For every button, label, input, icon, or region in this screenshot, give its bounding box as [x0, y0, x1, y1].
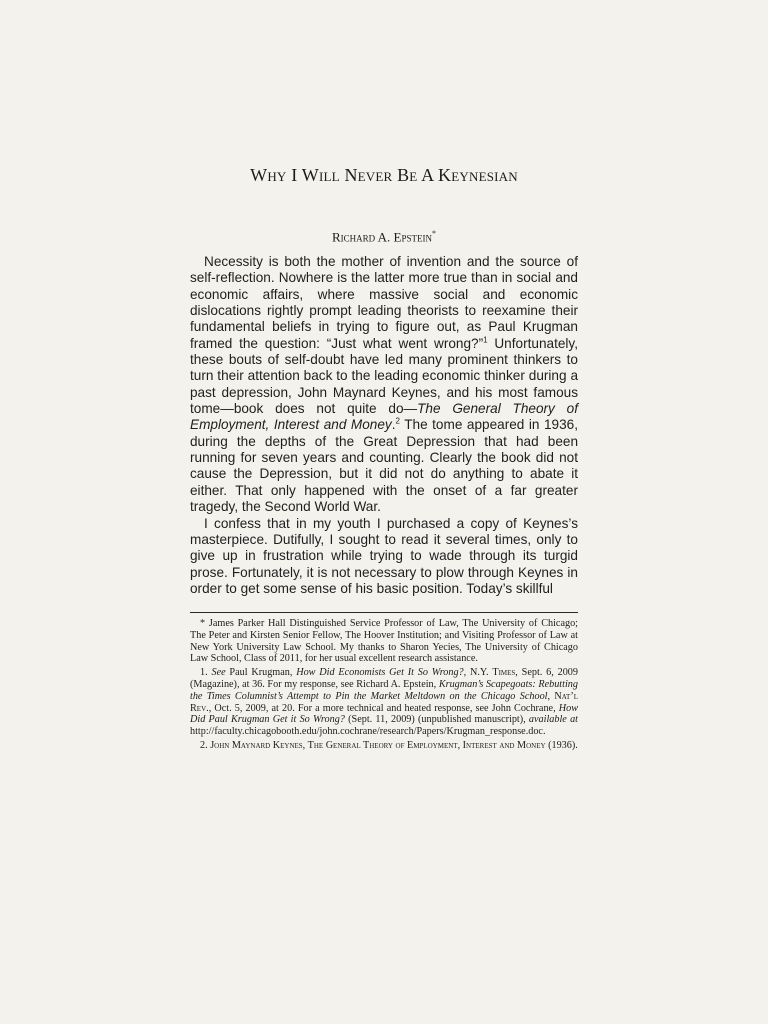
body-text [190, 254, 578, 597]
paragraph-1-text-c: . [391, 417, 396, 433]
footnote-1-text-g: http://faculty.chicagobooth.edu/john.cochrane/research/Papers/Krugman_response.doc. [190, 726, 546, 738]
footnote-1-text-b: , N.Y. [463, 667, 493, 679]
footnote-2-citation: John Maynard Keynes, The General Theory of Employment, Interest and Money [210, 739, 546, 751]
footnote-1-text-e: , Oct. 5, 2009, at 20. For a more technical and heated response, see John Cochrane, [208, 702, 559, 714]
footnote-ref-1: 1 [483, 335, 488, 345]
footnote-1-text-f: (Sept. 11, 2009) (unpublished manuscript), [344, 714, 529, 726]
footnote-1-see: See [211, 667, 226, 679]
footnote-2-number: 2. [200, 739, 211, 751]
footnote-1-text-d: , [547, 690, 555, 702]
footnote-1-times: Times [492, 667, 516, 679]
book-title: The General Theory of Employment, Interest and Money [190, 401, 578, 433]
footnotes [190, 618, 578, 754]
footnote-1 [190, 667, 578, 738]
article-title: Why I Will Never Be A Keynesian [250, 165, 518, 185]
footnote-1-text-a: Paul Krugman, [225, 667, 297, 679]
paragraph-1-text-a: Necessity is both the mother of invention and the source of self-reflection. Nowhere is the latter more true than in social and economic affairs, where massive social and economic dislocations rightly prompt leading theorists to reexamine their fundamental beliefs in trying to figure out, as Paul Krugman framed the question: “Just what went wrong?” [190, 254, 578, 351]
author-name: Richard A. Epstein [331, 229, 433, 245]
paragraph-1-text-d: The tome appeared in 1936, during the depths of the Great Depression that had been running for seven years and counting. Clearly the book did not cause the Depression, but it did not do anything to abate it either. That only happened with the onset of a far greater tragedy, the Second World War. [190, 417, 578, 515]
author-footnote-mark: * [432, 229, 437, 238]
footnote-1-natl-rev: Nat’l Rev. [190, 690, 578, 714]
footnote-1-title-1: How Did Economists Get It So Wrong? [296, 667, 464, 679]
footnote-1-number: 1. [200, 667, 212, 679]
footnote-star: * James Parker Hall Distinguished Service Professor of Law, The University of Chicago; The Peter and Kirsten Senior Fellow, The Hoover Institution; and Visiting Professor of Law at New York University Law School. My thanks to Sharon Yecies, The University of Chicago Law School, Class of 2011, for her usual excellent research assistance. [190, 618, 578, 665]
footnote-1-text-c: , Sept. 6, 2009 (Magazine), at 36. For my response, see Richard A. Epstein, [190, 667, 578, 690]
author-line [0, 229, 768, 245]
footnote-2 [190, 740, 578, 752]
footnote-divider [190, 612, 578, 613]
footnote-1-title-2: Krugman’s Scapegoats: Rebutting the Times Columnist’s Attempt to Pin the Market Meltdown on the Chicago School [190, 678, 578, 702]
footnote-1-available-at: available at [528, 714, 578, 726]
footnote-ref-2: 2 [395, 416, 400, 426]
paragraph-2: I confess that in my youth I purchased a copy of Keynes’s masterpiece. Dutifully, I sought to read it several times, only to give up in frustration while trying to wade through its turgid prose. Fortunately, it is not necessary to plow through Keynes in order to get some sense of his basic position. Today’s skillful [190, 515, 578, 596]
paragraph-1-text-b: Unfortunately, these bouts of self-doubt have led many prominent thinkers to turn their attention back to the leading economic thinker during a past depression, John Maynard Keynes, and his most famous tome—book does not quite do— [190, 335, 578, 417]
footnote-2-text-a: (1936). [545, 739, 578, 751]
paragraph-1 [190, 254, 578, 516]
footnote-1-title-3: How Did Paul Krugman Get it So Wrong? [190, 702, 578, 726]
